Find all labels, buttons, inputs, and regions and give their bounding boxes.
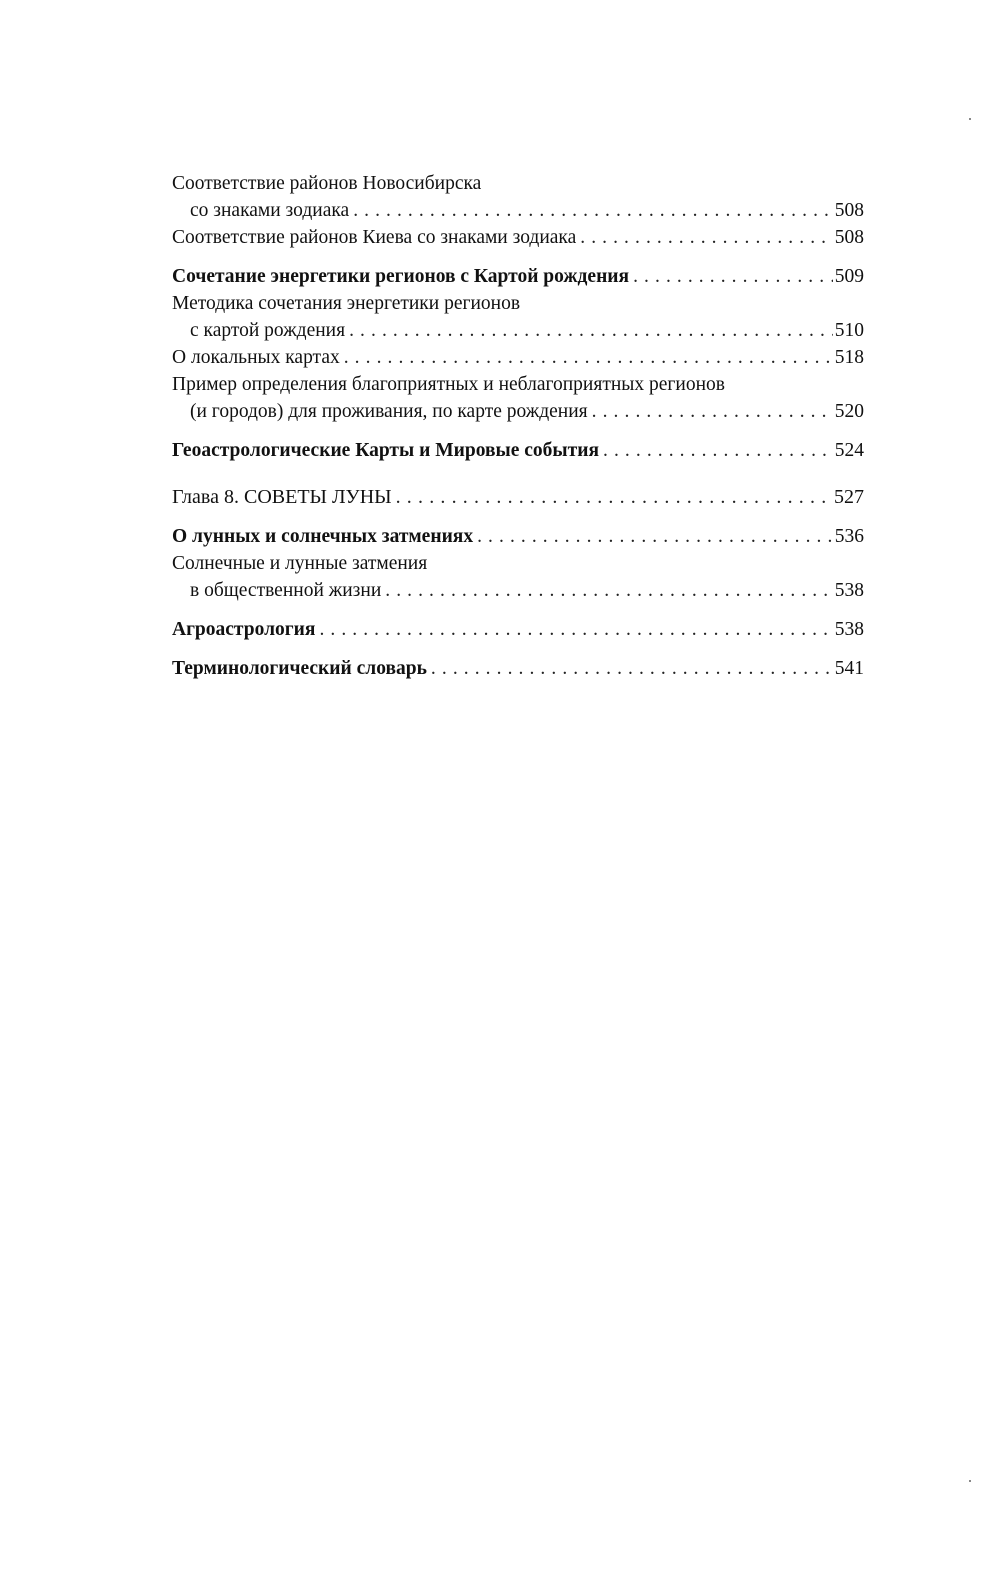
- toc-section-title: О лунных и солнечных затмениях: [172, 526, 474, 547]
- dot-leader: [396, 484, 832, 511]
- toc-entry-title-continued: со знаками зодиака: [190, 200, 350, 221]
- toc-section-title: Сочетание энергетики регионов с Картой рождения: [172, 266, 630, 287]
- crop-mark-bottom: [969, 1480, 971, 1482]
- dot-leader: [603, 437, 833, 464]
- toc-entry-title: Солнечные и лунные затмения: [172, 553, 428, 574]
- toc-entry-title-continued: в общественной жизни: [190, 580, 382, 601]
- toc-entry-eclipses-public-life[interactable]: [172, 550, 864, 604]
- toc-section-title: Геоастрологические Карты и Мировые события: [172, 440, 600, 461]
- toc-entry-title-continued: (и городов) для проживания, по карте рождения: [190, 401, 588, 422]
- toc-section-glossary[interactable]: [172, 655, 864, 682]
- toc-section-title: Агроастрология: [172, 619, 316, 640]
- dot-leader: [580, 224, 833, 251]
- toc-page-number: 538: [834, 619, 864, 640]
- toc-entry-kiev[interactable]: [172, 224, 864, 251]
- toc-entry-novosibirsk[interactable]: [172, 170, 864, 224]
- table-of-contents: [172, 170, 864, 682]
- toc-chapter-8[interactable]: [172, 484, 864, 511]
- toc-entry-local-maps[interactable]: [172, 344, 864, 371]
- toc-entry-example[interactable]: [172, 371, 864, 425]
- toc-page-number: 509: [834, 266, 864, 287]
- toc-entry-title: Соответствие районов Новосибирска: [172, 173, 482, 194]
- crop-mark-top: [969, 118, 971, 120]
- toc-page-number: 538: [834, 580, 864, 601]
- toc-entry-title-continued: с картой рождения: [190, 320, 346, 341]
- dot-leader: [385, 577, 833, 604]
- dot-leader: [431, 655, 833, 682]
- toc-entry-title: О локальных картах: [172, 347, 340, 368]
- toc-entry-title: Методика сочетания энергетики регионов: [172, 293, 521, 314]
- dot-leader: [633, 263, 833, 290]
- toc-page-number: 527: [834, 486, 864, 508]
- dot-leader: [353, 197, 833, 224]
- toc-page-number: 541: [834, 658, 864, 679]
- toc-page-number: 536: [834, 526, 864, 547]
- toc-entry-methodology[interactable]: [172, 290, 864, 344]
- dot-leader: [349, 317, 833, 344]
- dot-leader: [344, 344, 833, 371]
- dot-leader: [477, 523, 833, 550]
- toc-entry-title: Пример определения благоприятных и неблагоприятных регионов: [172, 374, 725, 395]
- toc-page-number: 508: [834, 227, 864, 248]
- toc-chapter-title: Глава 8. СОВЕТЫ ЛУНЫ: [172, 486, 392, 508]
- toc-section-geo-maps[interactable]: [172, 437, 864, 464]
- toc-section-title: Терминологический словарь: [172, 658, 427, 679]
- dot-leader: [319, 616, 832, 643]
- dot-leader: [592, 398, 833, 425]
- toc-page-number: 524: [834, 440, 864, 461]
- toc-page-number: 510: [834, 320, 864, 341]
- toc-page-number: 508: [834, 200, 864, 221]
- toc-page-number: 520: [834, 401, 864, 422]
- toc-section-eclipses[interactable]: [172, 523, 864, 550]
- toc-entry-title: Соответствие районов Киева со знаками зодиака: [172, 227, 577, 248]
- toc-page-number: 518: [834, 347, 864, 368]
- toc-section-agroastrology[interactable]: [172, 616, 864, 643]
- toc-section-energy-regions[interactable]: [172, 263, 864, 290]
